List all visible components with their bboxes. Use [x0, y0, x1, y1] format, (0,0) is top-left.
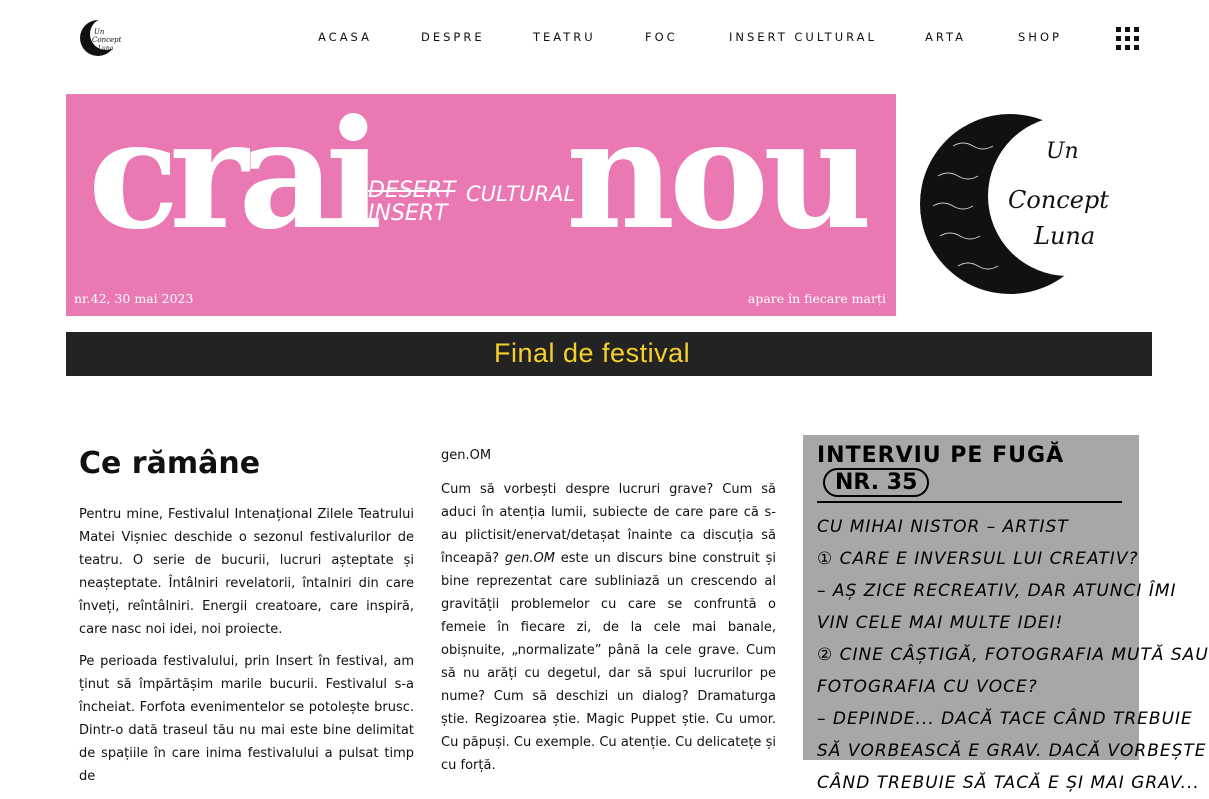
- nav-item-teatru[interactable]: TEATRU: [533, 30, 596, 44]
- svg-text:Luna: Luna: [98, 45, 114, 52]
- nav-item-shop[interactable]: SHOP: [1018, 30, 1062, 44]
- festival-bar-title: Final de festival: [494, 338, 691, 368]
- crai-nou-banner: [66, 87, 896, 316]
- nav-item-acasa[interactable]: ACASA: [318, 30, 372, 44]
- struck-word: DESERT: [368, 178, 456, 203]
- weekly-note: apare în fiecare marți: [747, 291, 886, 306]
- interview-line: ① CARE E INVERSUL LUI CREATIV?: [817, 549, 1139, 569]
- interview-line: – DEPINDE... DACĂ TACE CÂND TREBUIE: [817, 709, 1193, 729]
- interview-divider: [817, 501, 1122, 503]
- site-logo[interactable]: [78, 18, 122, 58]
- svg-text:Concept: Concept: [92, 36, 122, 44]
- banner-title-right: nou: [566, 87, 867, 263]
- word-insert: INSERT: [368, 201, 448, 226]
- moon-logo: [918, 96, 1154, 312]
- interview-line: FOTOGRAFIA CU VOCE?: [817, 677, 1038, 697]
- nav-item-despre[interactable]: DESPRE: [421, 30, 485, 44]
- interview-line: SĂ VORBEASCĂ E GRAV. DACĂ VORBEȘTE: [817, 741, 1207, 761]
- show-review: Cum să vorbești despre lucruri grave? Cum să aduci în atenția lumii, subiecte de care pare că s-au plictisit/enervat/detașat înainte ca discuția să înceapă? gen.OM este un discurs bine construit și bine reprezentat care subliniază un crescendo al gravității problemelor cu care se confruntă o femeie în fiecare zi, de la cele mai banale, obișnuite, „normalizate” până la cele grave. Cum să nu arăți cu degetul, dar să spui lucrurilor pe nume? Cum să deschizi un dialog? Dramaturga știe. Regizoarea știe. Magic Puppet știe. Cu umor. Cu păpuși. Cu exemple. Cu atenție. Cu delicatețe și cu forță.: [441, 482, 776, 773]
- menu-grid-icon[interactable]: [1116, 27, 1139, 50]
- interview-line: ② CINE CÂȘTIGĂ, FOTOGRAFIA MUTĂ SAU: [817, 645, 1209, 665]
- article-paragraph-2: Pe perioada festivalului, prin Insert în festival, am ținut să împărtășim marile bucurii. Festivalul s-a încheiat. Forfota evenimentelor se potolește brusc. Dintr-o dată traseul tău nu mai este bine delimitat de spațiile în care inima festivalului a pulsat timp de: [79, 654, 414, 784]
- moon-logo-line3: Luna: [1034, 222, 1096, 250]
- article-title: Ce rămâne: [79, 446, 261, 481]
- svg-text:Un: Un: [94, 28, 105, 36]
- article-paragraph-1: Pentru mine, Festivalul Intenațional Zilele Teatrului Matei Vișniec deschide o sezonul festivalurilor de teatru. O serie de bucurii, lucruri așteptate și neașteptate. Întâlniri revelatorii, întalniri din care înveți, reîntâlniri. Energii creatoare, care inspiră, care nasc noi idei, noi proiecte.: [79, 507, 414, 637]
- moon-logo-line1: Un: [1046, 139, 1079, 164]
- article-left-column: [79, 446, 414, 797]
- interview-line: CU MIHAI NISTOR – ARTIST: [817, 517, 1069, 537]
- interview-line: – AȘ ZICE RECREATIV, DAR ATUNCI ÎMI: [817, 581, 1177, 601]
- moon-logo-line2: Concept: [1008, 186, 1109, 214]
- show-title: gen.OM: [441, 448, 492, 463]
- festival-bar: [66, 332, 1152, 376]
- issue-number: nr.42, 30 mai 2023: [74, 291, 194, 306]
- insert-cultural-mark: [368, 178, 576, 226]
- interview-line: CÂND TREBUIE SĂ TACĂ E ȘI MAI GRAV...: [817, 773, 1200, 793]
- nav-item-foc[interactable]: FOC: [645, 30, 678, 44]
- interview-number-badge: NR. 35: [823, 468, 929, 497]
- nav-item-insert-cultural[interactable]: INSERT CULTURAL: [729, 30, 877, 44]
- banner-title-left: crai: [88, 87, 373, 263]
- article-middle-column: [441, 446, 776, 786]
- interview-card: [803, 435, 1209, 793]
- interview-title: INTERVIU PE FUGĂ: [817, 443, 1065, 468]
- nav-item-arta[interactable]: ARTA: [925, 30, 967, 44]
- interview-line: VIN CELE MAI MULTE IDEI!: [817, 613, 1064, 633]
- word-cultural: CULTURAL: [466, 182, 576, 206]
